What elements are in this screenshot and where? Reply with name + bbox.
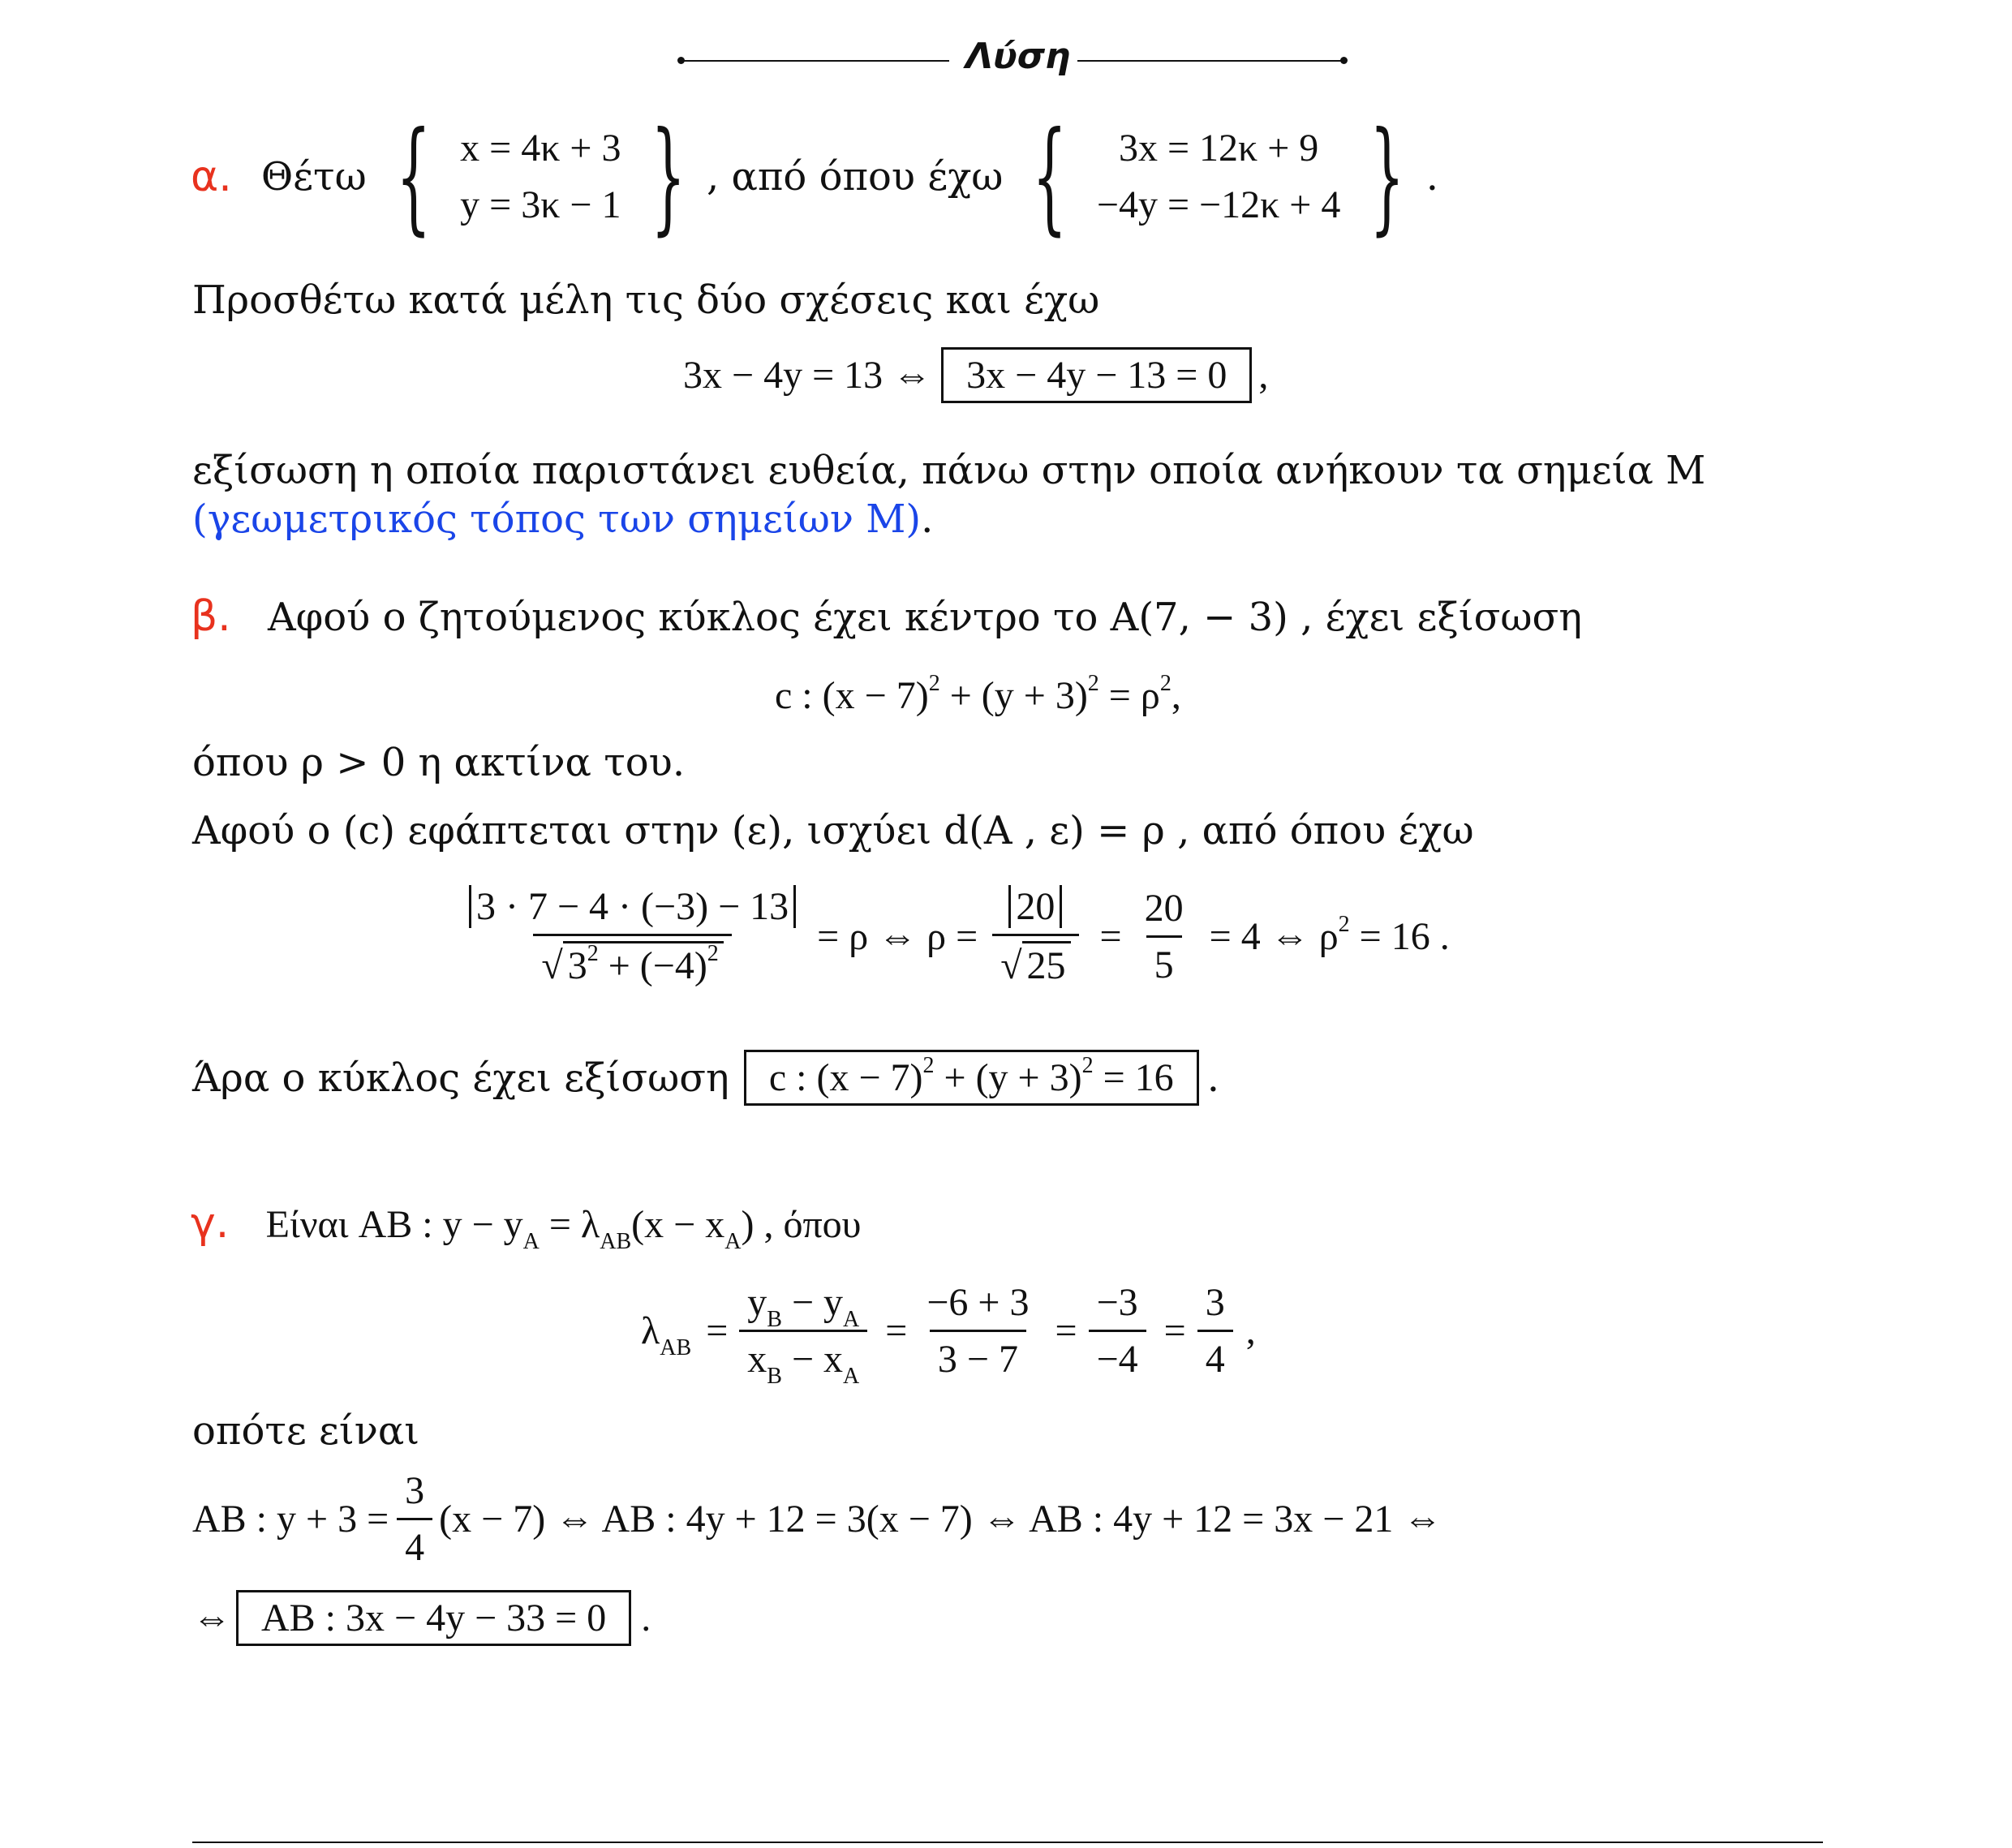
lambda-symbol bbox=[641, 1309, 692, 1360]
slope-frac-2 bbox=[918, 1280, 1037, 1382]
slope-eq-1: = bbox=[706, 1309, 729, 1352]
circle-eq-square-3: 2 bbox=[1159, 671, 1172, 696]
boxed-square-2: 2 bbox=[1081, 1053, 1094, 1078]
part-b-intro-row bbox=[191, 592, 1582, 641]
boxed-circle-part-3: = 16 bbox=[1093, 1056, 1174, 1099]
slope-frac-3-num: −3 bbox=[1096, 1281, 1138, 1324]
thus-text: οπότε είναι bbox=[192, 1408, 420, 1454]
system-1 bbox=[375, 106, 707, 247]
intro-b: = λ bbox=[539, 1203, 600, 1246]
radicand-minus-4: + (−4) bbox=[598, 944, 707, 987]
system-1-eq-1: x = 4κ + 3 bbox=[460, 127, 621, 170]
system-2-right-brace: } bbox=[1369, 106, 1405, 247]
circle-eq-part-3: = ρ bbox=[1098, 674, 1160, 717]
circle-boxed-equation bbox=[744, 1050, 1199, 1106]
circle-eq-end: , bbox=[1171, 674, 1181, 717]
part-a-label: α. bbox=[191, 153, 232, 201]
sub-AB-1: AB bbox=[600, 1229, 632, 1254]
slope-eq-4: = bbox=[1163, 1309, 1186, 1352]
line-ab-final-row bbox=[192, 1590, 651, 1646]
radicand-square-2: 2 bbox=[707, 941, 719, 966]
system-1-eq-2: y = 3κ − 1 bbox=[460, 183, 621, 226]
frac-20-sqrt25 bbox=[992, 884, 1078, 988]
locus-text-1: εξίσωση η οποία παριστάνει ευθεία, πάνω στην οποία ανήκουν τα σημεία M bbox=[192, 448, 1706, 493]
line-ab-part-a: AB : y + 3 = bbox=[192, 1498, 389, 1541]
radius-text: όπου ρ > 0 η ακτίνα του. bbox=[192, 740, 686, 785]
line-ab-end: . bbox=[641, 1597, 651, 1640]
distance-radicand bbox=[563, 941, 724, 988]
sqrt-sign-1: √ bbox=[541, 944, 563, 987]
abs-20: 20 bbox=[1008, 885, 1062, 928]
line-eq-end: , bbox=[1258, 354, 1269, 398]
part-b-label: β. bbox=[191, 592, 231, 641]
frac-20-numerator bbox=[1000, 884, 1070, 934]
yB: y bbox=[747, 1281, 767, 1324]
slope-frac-3 bbox=[1089, 1280, 1146, 1382]
system-2-eq-2: −4y = −12κ + 4 bbox=[1096, 183, 1341, 226]
circle-eq-square-2: 2 bbox=[1087, 671, 1099, 696]
heading-rule-left bbox=[681, 60, 949, 62]
lambda: λ bbox=[641, 1309, 660, 1352]
line-ab-derivation bbox=[192, 1468, 1442, 1570]
system-2-left-brace: { bbox=[1032, 106, 1068, 247]
line-ab-boxed: AB : 3x − 4y − 33 = 0 bbox=[236, 1590, 631, 1646]
conclusion-end: . bbox=[1206, 1055, 1219, 1101]
circle-eq-square-1: 2 bbox=[928, 671, 940, 696]
radicand-square-1: 2 bbox=[587, 941, 599, 966]
sqrt-25 bbox=[1000, 941, 1070, 988]
heading-rule-right bbox=[1077, 60, 1345, 62]
slope-frac-general-den bbox=[739, 1330, 867, 1389]
distance-fraction bbox=[461, 884, 804, 988]
sub-B-2: B bbox=[767, 1364, 782, 1389]
locus-text-2: (γεωμετρικός τόπος των σημείων M) bbox=[192, 496, 922, 542]
xB: x bbox=[747, 1338, 767, 1381]
system-2-eq-1: 3x = 12κ + 9 bbox=[1118, 127, 1319, 170]
system-1-left-brace: { bbox=[395, 106, 431, 247]
sub-A-1: A bbox=[522, 1229, 540, 1254]
slope-frac-4-den: 4 bbox=[1197, 1330, 1233, 1382]
slope-frac-3-den: −4 bbox=[1089, 1330, 1146, 1382]
part-a-end: . bbox=[1425, 154, 1439, 200]
frac-20-5-num: 20 bbox=[1144, 886, 1184, 930]
sub-B-1: B bbox=[767, 1307, 782, 1332]
distance-denominator bbox=[533, 934, 731, 988]
slope-frac-general-num bbox=[739, 1280, 867, 1330]
sub-A-3: A bbox=[843, 1307, 860, 1332]
line-ab-part-b: (x − 7) ⇔ AB : 4y + 12 = 3(x − 7) ⇔ AB : 4y + 12 = 3x − 21 ⇔ bbox=[439, 1498, 1442, 1541]
circle-general-equation bbox=[775, 673, 1181, 718]
boxed-square-1: 2 bbox=[922, 1053, 935, 1078]
intro-a: Είναι AB : y − y bbox=[265, 1203, 523, 1246]
distance-numerator-abs: 3 · 7 − 4 · (−3) − 13 bbox=[469, 885, 796, 928]
distance-numerator bbox=[461, 884, 804, 934]
slope-comma: , bbox=[1245, 1309, 1256, 1352]
circle-eq-part-1: c : (x − 7) bbox=[775, 674, 929, 717]
slope-eq-3: = bbox=[1055, 1309, 1077, 1352]
part-b-intro: Αφού ο ζητούμενος κύκλος έχει κέντρο το A(7, − 3) , έχει εξίσωση bbox=[267, 595, 1583, 640]
part-c-label: γ. bbox=[191, 1199, 230, 1248]
line-equation-row bbox=[683, 347, 1268, 403]
sub-A-4: A bbox=[843, 1364, 860, 1389]
distance-equation-row bbox=[454, 884, 1450, 988]
part-a-intro: Θέτω bbox=[260, 154, 367, 200]
locus-text-2-row bbox=[192, 496, 933, 542]
line-ab-frac-den: 4 bbox=[397, 1518, 432, 1570]
locus-text-2-end: . bbox=[921, 496, 934, 542]
intro-c: (x − x bbox=[631, 1203, 725, 1246]
final-eq-part-1: = 4 ⇔ ρ bbox=[1209, 914, 1339, 958]
solution-heading: Λύση bbox=[965, 36, 1071, 77]
part-a-mid: , από όπου έχω bbox=[706, 154, 1004, 200]
frac-20-5 bbox=[1137, 886, 1192, 987]
radicand-25: 25 bbox=[1022, 941, 1071, 988]
final-eq bbox=[1209, 911, 1450, 959]
eq-rho: = ρ ⇔ ρ = bbox=[817, 914, 978, 958]
part-c-intro bbox=[265, 1203, 862, 1254]
eq-sign-1: = bbox=[1099, 914, 1122, 958]
slope-equation-row bbox=[641, 1280, 1256, 1389]
slope-frac-4 bbox=[1197, 1280, 1233, 1382]
system-2-equations bbox=[1089, 116, 1348, 238]
final-iff: ⇔ bbox=[192, 1597, 231, 1640]
slope-frac-2-den: 3 − 7 bbox=[930, 1330, 1026, 1382]
line-ab-frac bbox=[397, 1468, 432, 1570]
heading-rule-right-dot bbox=[1340, 57, 1348, 64]
slope-eq-2: = bbox=[885, 1309, 908, 1352]
line-eq-left: 3x − 4y = 13 ⇔ bbox=[683, 354, 932, 398]
conclusion-text: Άρα ο κύκλος έχει εξίσωση bbox=[192, 1055, 729, 1101]
sub-AB-2: AB bbox=[660, 1335, 692, 1360]
tangent-text: Αφού ο (c) εφάπτεται στην (ε), ισχύει d(A , ε) = ρ , από όπου έχω bbox=[192, 808, 1474, 853]
sub-A-2: A bbox=[724, 1229, 742, 1254]
boxed-circle-part-2: + (y + 3) bbox=[934, 1056, 1082, 1099]
part-a-system-line bbox=[191, 106, 1439, 247]
sqrt-sign-2: √ bbox=[1000, 944, 1022, 987]
add-text: Προσθέτω κατά μέλη τις δύο σχέσεις και έχω bbox=[192, 277, 1100, 323]
frac-20-5-den: 5 bbox=[1146, 935, 1182, 987]
rho-square: 2 bbox=[1338, 911, 1350, 937]
line-eq-boxed: 3x − 4y − 13 = 0 bbox=[941, 347, 1252, 403]
minus-xA: − x bbox=[781, 1338, 844, 1381]
slope-frac-2-num: −6 + 3 bbox=[926, 1281, 1030, 1324]
system-1-right-brace: } bbox=[650, 106, 686, 247]
slope-frac-general bbox=[739, 1280, 867, 1389]
minus-yA: − y bbox=[781, 1281, 844, 1324]
boxed-circle-part-1: c : (x − 7) bbox=[768, 1056, 923, 1099]
bottom-rule bbox=[192, 1842, 1823, 1843]
conclusion-row bbox=[192, 1050, 1219, 1106]
radicand-3: 3 bbox=[567, 944, 587, 987]
system-2 bbox=[1011, 106, 1425, 247]
line-ab-frac-num: 3 bbox=[405, 1469, 425, 1512]
slope-frac-4-num: 3 bbox=[1205, 1281, 1225, 1324]
final-eq-end: = 16 . bbox=[1349, 914, 1450, 958]
part-c-intro-row bbox=[191, 1199, 862, 1254]
circle-eq-part-2: + (y + 3) bbox=[939, 674, 1088, 717]
distance-sqrt bbox=[541, 941, 723, 988]
frac-sqrt25-denominator bbox=[992, 934, 1078, 988]
intro-d: ) , όπου bbox=[741, 1203, 862, 1246]
system-1-equations bbox=[452, 116, 629, 238]
